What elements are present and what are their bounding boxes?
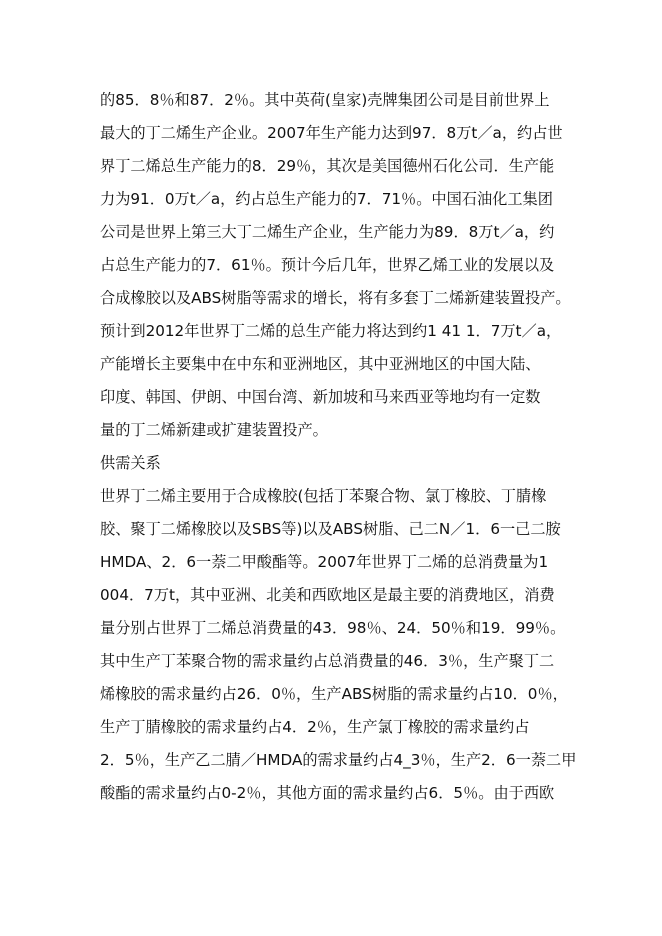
paragraph-line: 占总生产能力的7．61％。预计今后几年，世界乙烯工业的发展以及 — [100, 256, 555, 274]
paragraph-line: 合成橡胶以及ABS树脂等需求的增长，将有多套丁二烯新建装置投产。 — [100, 289, 571, 307]
paragraph-line: 2．5％，生产乙二腈／HMDA的需求量约占4_3％，生产2．6一萘二甲 — [100, 751, 577, 769]
paragraph-line: 胶、聚丁二烯橡胶以及SBS等)以及ABS树脂、己二N／1．6一己二胺 — [100, 520, 561, 538]
paragraph-line: 的85．8％和87．2％。其中英荷(皇家)壳牌集团公司是目前世界上 — [100, 91, 550, 109]
section-heading: 供需关系 — [100, 454, 161, 472]
paragraph-line: 其中生产丁苯聚合物的需求量约占总消费量的46．3％，生产聚丁二 — [100, 652, 555, 670]
paragraph-line: 烯橡胶的需求量约占26．0％，生产ABS树脂的需求量约占10．0％， — [100, 685, 568, 703]
paragraph-line: 产能增长主要集中在中东和亚洲地区，其中亚洲地区的中国大陆、 — [100, 355, 541, 373]
paragraph-line: 预计到2012年世界丁二烯的总生产能力将达到约1 41 1．7万t／a， — [100, 322, 562, 340]
paragraph-line: 界丁二烯总生产能力的8．29％，其次是美国德州石化公司．生产能 — [100, 157, 555, 175]
paragraph-line: 004．7万t，其中亚洲、北美和西欧地区是最主要的消费地区，消费 — [100, 586, 555, 604]
paragraph-line: 最大的丁二烯生产企业。2007年生产能力达到97．8万t／a，约占世 — [100, 124, 563, 142]
paragraph-line: 量分别占世界丁二烯总消费量的43．98％、24．50％和19．99％。 — [100, 619, 566, 637]
paragraph-line: 生产丁腈橡胶的需求量约占4．2％，生产氯丁橡胶的需求量约占 — [100, 718, 530, 736]
paragraph-line: 酸酯的需求量约占0-2％，其他方面的需求量约占6．5％。由于西欧 — [100, 784, 555, 802]
paragraph-line: 量的丁二烯新建或扩建装置投产。 — [100, 421, 328, 439]
paragraph-line: 力为91．0万t／a，约占总生产能力的7．71％。中国石油化工集团 — [100, 190, 553, 208]
paragraph-line: 印度、韩国、伊朗、中国台湾、新加坡和马来西亚等地均有一定数 — [100, 388, 541, 406]
paragraph-line: HMDA、2．6一萘二甲酸酯等。2007年世界丁二烯的总消费量为1 — [100, 553, 549, 571]
paragraph-line: 公司是世界上第三大丁二烯生产企业，生产能力为89．8万t／a，约 — [100, 223, 555, 241]
paragraph-line: 世界丁二烯主要用于合成橡胶(包括丁苯聚合物、氯丁橡胶、丁腈橡 — [100, 487, 547, 505]
